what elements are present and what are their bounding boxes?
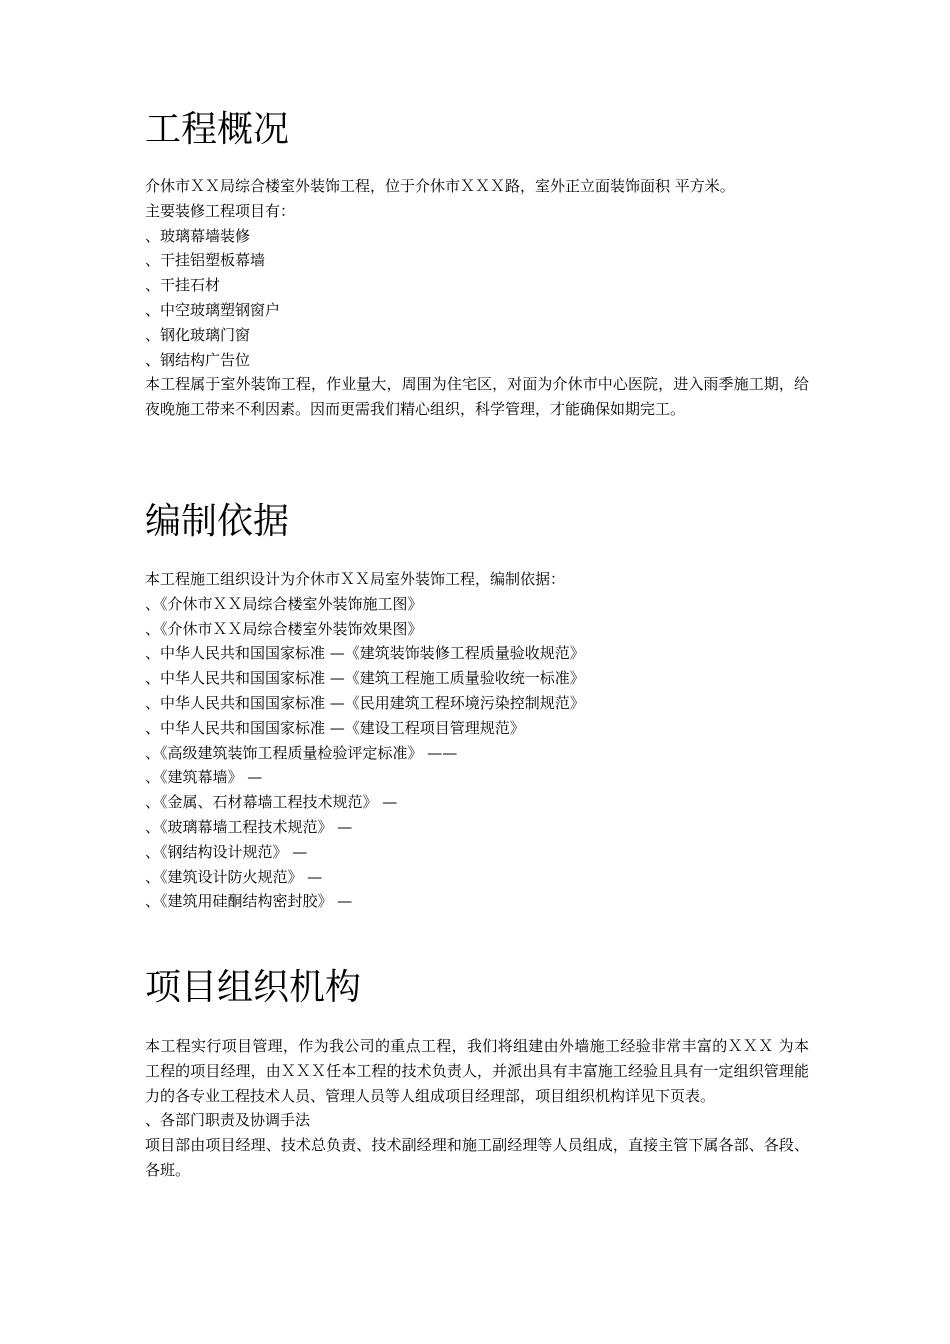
list-item: 、《钢结构设计规范》 — (145, 842, 308, 861)
list-item: 、《介休市ＸＸ局综合楼室外装饰施工图》 (145, 594, 423, 613)
list-item: 、玻璃幕墙装修 (145, 226, 251, 245)
paragraph: 本工程属于室外装饰工程，作业量大，周围为住宅区，对面为介休市中心医院，进入雨季施工期，给夜晚施工带来不利因素。因而更需我们精心组织，科学管理，才能确保如期完工。 (145, 375, 809, 419)
list-item: 、钢结构广告位 (145, 350, 251, 369)
list-item: 、《建筑设计防火规范》 — (145, 867, 323, 886)
list-item: 、《建筑用硅酮结构密封胶》 — (145, 892, 353, 911)
list-item: 、中华人民共和国国家标准 —《建筑装饰装修工程质量验收规范》 (145, 644, 585, 663)
list-item: 、干挂石材 (145, 276, 221, 295)
list-item: 、《建筑幕墙》 — (145, 768, 263, 787)
section-heading: 工程概况 (145, 109, 290, 150)
list-item: 、各部门职责及协调手法 (145, 1111, 311, 1130)
paragraph: 主要装修工程项目有： (145, 201, 296, 220)
list-item: 、《高级建筑装饰工程质量检验评定标准》 —— (145, 743, 458, 762)
list-item: 、《玻璃幕墙工程技术规范》 — (145, 817, 353, 836)
section-body (145, 174, 809, 422)
list-item: 、中华人民共和国国家标准 —《建设工程项目管理规范》 (145, 718, 525, 737)
list-item: 、《金属、石材幕墙工程技术规范》 — (145, 793, 398, 812)
paragraph: 项目部由项目经理、技术总负责、技术副经理和施工副经理等人员组成，直接主管下属各部、各段、各班。 (145, 1136, 809, 1179)
list-item: 、中华人民共和国国家标准 —《民用建筑工程环境污染控制规范》 (145, 693, 585, 712)
list-item: 、中华人民共和国国家标准 —《建筑工程施工质量验收统一标准》 (145, 669, 585, 688)
list-item: 、干挂铝塑板幕墙 (145, 251, 266, 270)
section-heading: 编制依据 (145, 501, 290, 542)
paragraph: 本工程施工组织设计为介休市ＸＸ局室外装饰工程，编制依据： (145, 570, 566, 588)
list-item: 、钢化玻璃门窗 (145, 325, 251, 344)
list-item: 、《介休市ＸＸ局综合楼室外装饰效果图》 (145, 619, 423, 638)
paragraph: 本工程实行项目管理，作为我公司的重点工程，我们将组建由外墙施工经验非常丰富的ＸＸＸ 为本工程的项目经理，由ＸＸＸ任本工程的技术负责人，并派出具有丰富施工经验且具有一定组织管理能力的各专业工程技术人员、管理人员等人组成项目经理部，项目组织机构详见下页表。 (145, 1037, 809, 1105)
paragraph: 介休市ＸＸ局综合楼室外装饰工程，位于介休市ＸＸＸ路，室外正立面装饰面积 平方米。 (145, 177, 735, 195)
section-heading: 项目组织机构 (145, 967, 362, 1008)
section-body (145, 567, 809, 914)
section-body (145, 1034, 809, 1183)
list-item: 、中空玻璃塑钢窗户 (145, 300, 281, 319)
